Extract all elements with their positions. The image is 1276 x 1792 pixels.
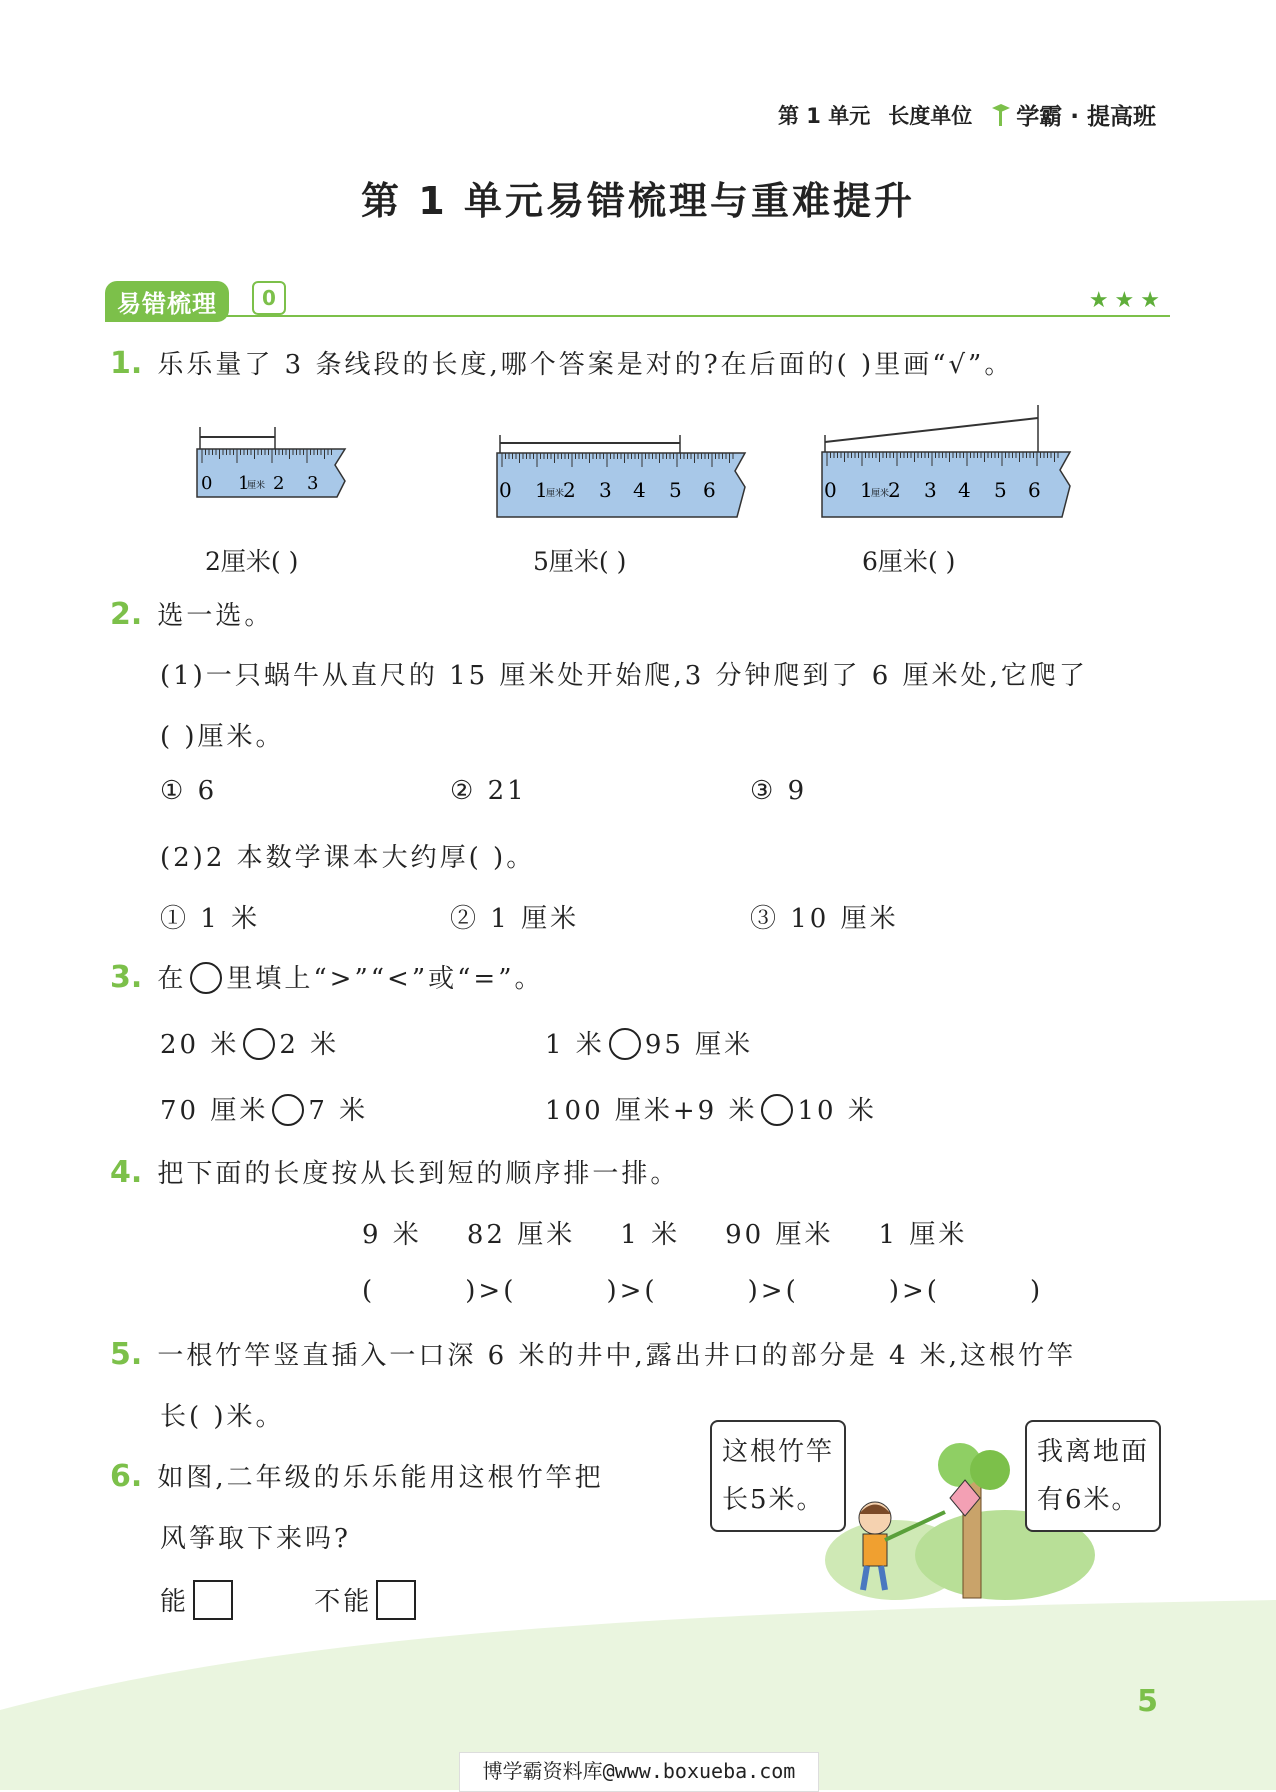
q2-p1-option-3: ③ 9 (750, 776, 808, 806)
q6-answer-row (160, 1580, 416, 1620)
q4-text: 把下面的长度按从长到短的顺序排一排。 (157, 1159, 680, 1189)
q3-text-before: 在 (157, 964, 187, 994)
ruler-1-unit: 厘米 (247, 481, 266, 491)
ruler-3-caption: 6厘米( ) (862, 547, 956, 576)
q4-number: 4. (110, 1155, 143, 1190)
question-6 (110, 1457, 604, 1494)
question-1 (110, 344, 1013, 381)
q3-item-1-right: 2 米 (279, 1030, 340, 1060)
q6-option-yes: 能 (160, 1587, 190, 1617)
q3-item-1-left: 20 米 (160, 1030, 240, 1060)
ruler-3-label-2: 2 (888, 478, 901, 502)
ruler-1-caption: 2厘米( ) (205, 547, 299, 576)
page-number: 5 (1137, 1684, 1158, 1719)
no-checkbox[interactable] (376, 1580, 416, 1620)
ruler-1 (195, 425, 355, 525)
q3-item-4-circle[interactable] (761, 1094, 793, 1126)
yes-checkbox[interactable] (193, 1580, 233, 1620)
ruler-1-label-3: 3 (307, 473, 319, 494)
q2-part1-line2: ( )厘米。 (160, 722, 285, 752)
q3-item-2 (545, 1024, 753, 1061)
brand (990, 98, 1156, 131)
ruler-2-label-0: 0 (499, 478, 512, 502)
ruler-2-unit: 厘米 (546, 489, 565, 499)
question-2 (110, 595, 273, 632)
ruler-2-label-2: 2 (563, 478, 576, 502)
q5-number: 5. (110, 1337, 143, 1372)
section-divider (105, 315, 1170, 317)
ruler-3-label-0: 0 (824, 478, 837, 502)
q3-item-1-circle[interactable] (243, 1028, 275, 1060)
ruler-3-label-1: 1 (860, 478, 873, 502)
q6-line2: 风筝取下来吗? (160, 1524, 351, 1554)
speech-left-line-2: 长5米。 (722, 1485, 825, 1515)
ruler-3-label-3: 3 (924, 478, 937, 502)
q5-line2: 长( )米。 (160, 1402, 285, 1432)
difficulty-stars: ★★★ (1088, 288, 1166, 313)
graduation-cap-icon (990, 102, 1012, 128)
q3-item-3-right: 7 米 (308, 1096, 369, 1126)
q2-p2-option-3: ③ 10 厘米 (750, 904, 899, 934)
section-icon: 0 (252, 281, 286, 315)
q3-item-1 (160, 1024, 339, 1061)
q3-item-3 (160, 1090, 368, 1127)
page-title: 第 1 单元易错梳理与重难提升 (361, 179, 915, 223)
ruler-3-unit: 厘米 (871, 489, 890, 499)
q3-item-3-left: 70 厘米 (160, 1096, 269, 1126)
question-3 (110, 958, 544, 995)
q2-p2-option-1: ① 1 米 (160, 904, 261, 934)
section-badge: 易错梳理 (105, 281, 229, 322)
q6-number: 6. (110, 1459, 143, 1494)
q3-item-4-right: 10 米 (797, 1096, 877, 1126)
ruler-3 (820, 400, 1080, 525)
q4-lengths: 9 米 82 厘米 1 米 90 厘米 1 厘米 (362, 1220, 968, 1250)
ruler-3-label-5: 5 (994, 478, 1007, 502)
q3-item-2-left: 1 米 (545, 1030, 605, 1060)
ruler-2-label-5: 5 (669, 478, 682, 502)
question-5 (110, 1335, 1076, 1372)
q3-item-2-circle[interactable] (609, 1028, 641, 1060)
q2-part2-line: (2)2 本数学课本大约厚( )。 (160, 843, 536, 873)
q3-item-2-right: 95 厘米 (644, 1030, 754, 1060)
q2-p1-option-1: ① 6 (160, 776, 218, 806)
q2-p2-option-2: ② 1 厘米 (450, 904, 580, 934)
speech-bubble-left (710, 1420, 846, 1532)
q2-number: 2. (110, 597, 143, 632)
page-header (778, 98, 1156, 131)
header-unit: 第 1 单元 (778, 103, 871, 128)
q2-p1-option-2: ② 21 (450, 776, 527, 806)
ruler-2-caption: 5厘米( ) (533, 547, 627, 576)
q3-item-3-circle[interactable] (272, 1094, 304, 1126)
q3-item-4-left: 100 厘米+9 米 (545, 1096, 758, 1126)
ruler-2 (495, 425, 755, 525)
q6-line1: 如图,二年级的乐乐能用这根竹竿把 (157, 1463, 604, 1493)
ruler-2-label-3: 3 (599, 478, 612, 502)
q3-text-after: 里填上“>”“<”或“=”。 (226, 964, 544, 994)
ruler-2-label-6: 6 (703, 478, 716, 502)
ruler-3-label-4: 4 (958, 478, 971, 502)
ruler-2-label-4: 4 (633, 478, 646, 502)
header-topic: 长度单位 (888, 103, 973, 128)
speech-bubble-right (1025, 1420, 1161, 1532)
q5-line1: 一根竹竿竖直插入一口深 6 米的井中,露出井口的部分是 4 米,这根竹竿 (157, 1341, 1077, 1371)
ruler-1-label-0: 0 (201, 473, 213, 494)
ruler-2-label-1: 1 (535, 478, 548, 502)
speech-right-line-2: 有6米。 (1037, 1485, 1140, 1515)
ruler-1-label-1: 1 (238, 473, 250, 494)
speech-right-line-1: 我离地面 (1037, 1437, 1150, 1467)
brand-label: 学霸 · 提高班 (1016, 104, 1156, 130)
compare-circle (190, 962, 222, 994)
q2-part1-line1: (1)一只蜗牛从直尺的 15 厘米处开始爬,3 分钟爬到了 6 厘米处,它爬了 (160, 661, 1088, 691)
q1-number: 1. (110, 346, 143, 381)
ruler-1-label-2: 2 (273, 473, 285, 494)
footer-watermark: 博学霸资料库@www.boxueba.com (459, 1752, 819, 1792)
q3-number: 3. (110, 960, 143, 995)
q6-option-no: 不能 (314, 1587, 373, 1617)
q3-item-4 (545, 1090, 877, 1127)
q4-blanks: ( )>( )>( )>( )>( ) (362, 1276, 1044, 1306)
ruler-3-label-6: 6 (1028, 478, 1041, 502)
q1-text: 乐乐量了 3 条线段的长度,哪个答案是对的?在后面的( )里画“√”。 (157, 350, 1014, 380)
speech-left-line-1: 这根竹竿 (722, 1437, 835, 1467)
question-4 (110, 1153, 679, 1190)
q2-text: 选一选。 (157, 601, 274, 631)
